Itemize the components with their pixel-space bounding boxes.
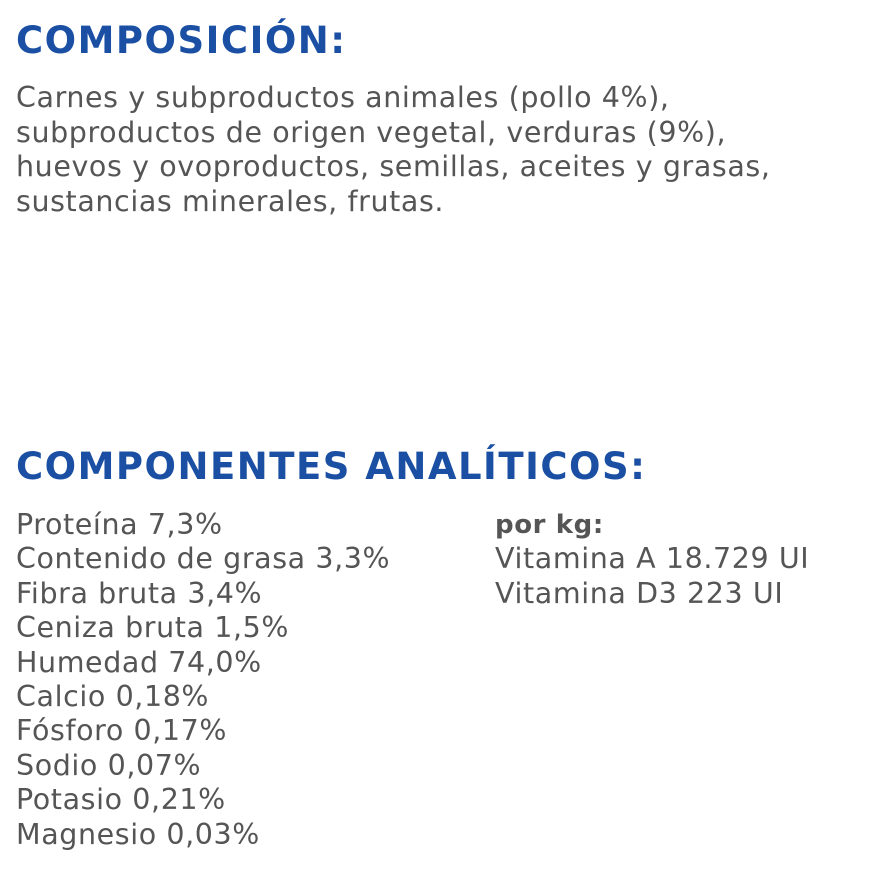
per-kg-title: por kg: [495, 510, 604, 540]
vitamin-item: Vitamina A 18.729 UI [495, 542, 810, 576]
analytic-item: Contenido de grasa 3,3% [16, 542, 391, 576]
analytic-item: Humedad 74,0% [16, 645, 262, 679]
composition-text [16, 81, 876, 219]
composition-line: subproductos de origen vegetal, verduras (9%), [16, 115, 727, 149]
analytic-item: Magnesio 0,03% [16, 817, 260, 851]
analytic-item: Ceniza bruta 1,5% [16, 611, 290, 645]
analytic-item: Fósforo 0,17% [16, 714, 228, 748]
analytic-components-list [16, 508, 390, 852]
analytic-item: Potasio 0,21% [16, 783, 226, 817]
composition-heading: COMPOSICIÓN: [16, 19, 347, 62]
composition-line: Carnes y subproductos animales (pollo 4%), [16, 81, 670, 114]
composition-line: sustancias minerales, frutas. [16, 184, 445, 218]
analytic-item: Fibra bruta 3,4% [16, 576, 263, 610]
analytic-item: Calcio 0,18% [16, 680, 210, 714]
vitamin-item: Vitamina D3 223 UI [495, 576, 784, 610]
analytic-item: Proteína 7,3% [16, 508, 223, 541]
analytic-components-heading: COMPONENTES ANALÍTICOS: [16, 445, 647, 488]
per-kg-list [495, 542, 809, 611]
analytic-item: Sodio 0,07% [16, 748, 202, 782]
per-kg-section [495, 508, 809, 611]
composition-line: huevos y ovoproductos, semillas, aceites y grasas, [16, 150, 771, 183]
